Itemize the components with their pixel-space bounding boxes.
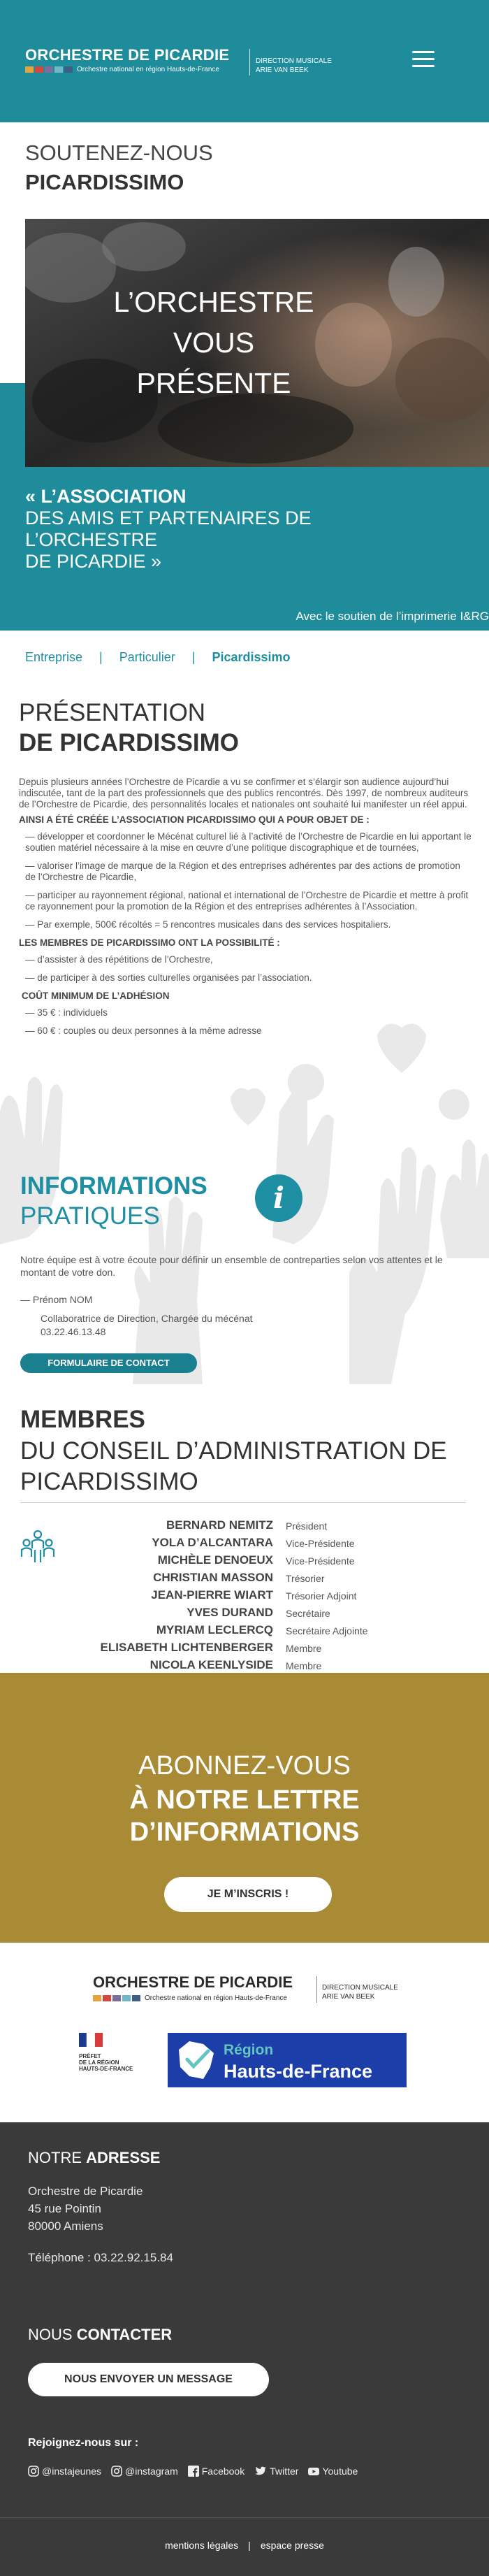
address-line3: 80000 Amiens — [28, 2219, 103, 2233]
member-name: ELISABETH LICHTENBERGER — [100, 1641, 273, 1654]
association-title-line3: DE PICARDIE » — [25, 551, 162, 572]
tab-separator: | — [191, 650, 196, 664]
page-title: PICARDISSIMO — [25, 170, 184, 194]
members-divider — [20, 1502, 466, 1503]
region-line1: Région — [224, 2042, 274, 2058]
address-line2: 45 rue Pointin — [28, 2202, 101, 2215]
social-link-youtube[interactable] — [308, 2466, 358, 2477]
support-tabs — [25, 650, 291, 665]
hero-title — [25, 282, 402, 403]
instagram-icon — [28, 2466, 39, 2477]
logo-divider — [249, 49, 250, 75]
footer-divider — [0, 2517, 489, 2518]
footer-logo-title[interactable]: ORCHESTRE DE PICARDIE — [93, 1973, 293, 1991]
members-title-line2: DU CONSEIL D’ADMINISTRATION DE PICARDISSIMO — [20, 1437, 447, 1495]
prefet-line3: HAUTS-DE-FRANCE — [79, 2066, 133, 2072]
member-role: Secrétaire Adjointe — [286, 1625, 368, 1636]
social-link-instagram[interactable] — [111, 2466, 178, 2477]
contact-role: Collaboratrice de Direction, Chargée du mécénat — [41, 1313, 253, 1324]
association-title-line2: DES AMIS ET PARTENAIRES DE L’ORCHESTRE — [25, 508, 312, 550]
members-possibility-heading: LES MEMBRES DE PICARDISSIMO ONT LA POSSIBILITÉ : — [19, 937, 280, 948]
contact-heading-bold: CONTACTER — [76, 2326, 173, 2343]
contact-form-button[interactable]: FORMULAIRE DE CONTACT — [20, 1353, 197, 1373]
objet-item-3: — participer au rayonnement régional, national et international de l’Orchestre de Picardie et mettre à profit ce rayonnement pour la promotion de la Région et des entreprises adhérentes à l’Association. — [25, 890, 469, 912]
tab-separator: | — [99, 650, 103, 664]
members-title-line1: MEMBRES — [20, 1406, 145, 1433]
contact-phone[interactable]: 03.22.46.13.48 — [41, 1326, 106, 1337]
objet-heading: AINSI A ÉTÉ CRÉÉE L’ASSOCIATION PICARDISSIMO QUI A POUR OBJET DE : — [19, 814, 370, 825]
tab-particulier[interactable]: Particulier — [119, 650, 175, 664]
address-line1: Orchestre de Picardie — [28, 2185, 143, 2198]
info-title-line1: INFORMATIONS — [20, 1172, 207, 1200]
member-name: MYRIAM LECLERCQ — [156, 1623, 273, 1636]
member-role: Membre — [286, 1660, 322, 1671]
footer-logo-tagline: Orchestre national en région Hauts-de-France — [145, 1994, 287, 2002]
address-heading-light: NOTRE — [28, 2149, 82, 2166]
legal-links — [0, 2540, 489, 2551]
member-role: Trésorier Adjoint — [286, 1590, 357, 1602]
social-label: Twitter — [270, 2466, 299, 2477]
member-role: Vice-Présidente — [286, 1538, 355, 1549]
social-heading: Rejoignez-nous sur : — [28, 2437, 139, 2449]
contact-details — [41, 1312, 253, 1339]
hero-image — [25, 219, 489, 467]
newsletter-line3: D’INFORMATIONS — [129, 1818, 360, 1847]
info-icon: i — [255, 1174, 302, 1222]
member-role: Membre — [286, 1643, 322, 1654]
social-link-instajeunes[interactable] — [28, 2466, 101, 2477]
footer-phone[interactable]: Téléphone : 03.22.92.15.84 — [28, 2251, 173, 2264]
footer-logo-subline — [93, 1994, 287, 2002]
subscribe-button[interactable]: JE M’INSCRIS ! — [164, 1877, 332, 1912]
presentation-intro: Depuis plusieurs années l’Orchestre de Picardie a vu se confirmer et s’élargir son audience aujourd’hui indiscutée, tant de la part des professionnels que des publics rencontrés. Dès 1997, de nombreux auditeurs de l’Orchestre de Picardie, des personnalités locales et nationales ont souhaité lui manifester un réel appui. — [19, 777, 469, 810]
facebook-icon — [188, 2466, 199, 2477]
social-link-twitter[interactable] — [254, 2466, 298, 2477]
social-label: @instajeunes — [42, 2466, 102, 2477]
logo-color-bars — [93, 1995, 140, 2001]
logo-color-bars — [25, 66, 73, 73]
press-link[interactable]: espace presse — [260, 2540, 324, 2551]
member-name: YOLA D’ALCANTARA — [152, 1536, 273, 1549]
member-name: YVES DURAND — [187, 1606, 273, 1619]
youtube-icon — [308, 2466, 319, 2477]
social-links — [28, 2466, 358, 2477]
logo-direction — [256, 57, 332, 75]
instagram-icon — [111, 2466, 122, 2477]
logo-tagline: Orchestre national en région Hauts-de-France — [77, 66, 219, 73]
presentation-title-line1: PRÉSENTATION — [19, 699, 206, 726]
member-name: MICHÈLE DENOEUX — [157, 1553, 273, 1567]
cost-item-2: — 60 € : couples ou deux personnes à la même adresse — [25, 1026, 262, 1036]
twitter-icon — [254, 2466, 267, 2477]
association-title-bold: « L’ASSOCIATION — [25, 486, 187, 507]
address-block — [28, 2182, 143, 2235]
sponsor-note: Avec le soutien de l’imprimerie I&RG — [295, 610, 489, 623]
direction-line2: ARIE VAN BEEK — [322, 1993, 375, 2001]
cost-heading: COÛT MINIMUM DE L’ADHÉSION — [22, 991, 170, 1001]
logo-subline — [25, 66, 219, 73]
members-possibility-2: — de participer à des sorties culturelles organisées par l’association. — [25, 972, 312, 983]
social-label: @instagram — [125, 2466, 178, 2477]
objet-item-2: — valoriser l’image de marque de la Région et des entreprises adhérentes par des actions de promotion de l’Orchestre de Picardie, — [25, 861, 460, 882]
hamburger-menu-icon[interactable] — [412, 51, 435, 69]
region-map-icon — [172, 2036, 221, 2085]
contact-name: — Prénom NOM — [20, 1294, 93, 1305]
member-role: Président — [286, 1520, 328, 1532]
region-line2: Hauts-de-France — [224, 2061, 373, 2082]
association-title — [25, 486, 444, 573]
member-role: Trésorier — [286, 1573, 325, 1584]
contact-heading-light: NOUS — [28, 2326, 73, 2343]
member-role: Vice-Présidente — [286, 1555, 355, 1567]
cost-item-1: — 35 € : individuels — [25, 1007, 108, 1018]
site-header — [0, 0, 489, 122]
social-link-facebook[interactable] — [188, 2466, 245, 2477]
hero-line2: VOUS — [173, 326, 255, 359]
member-name: NICOLA KEENLYSIDE — [149, 1658, 273, 1671]
marianne-flag-icon — [79, 2033, 103, 2047]
member-name: CHRISTIAN MASSON — [153, 1571, 273, 1584]
logo-title[interactable]: ORCHESTRE DE PICARDIE — [25, 46, 230, 64]
info-text: Notre équipe est à votre écoute pour définir un ensemble de contreparties selon vos attentes et le montant de votre don. — [20, 1254, 443, 1278]
prefet-logo[interactable] — [79, 2033, 156, 2082]
prefet-line1: PRÉFET — [79, 2053, 101, 2059]
page-kicker: SOUTENEZ-NOUS — [25, 141, 213, 165]
send-message-button[interactable]: NOUS ENVOYER UN MESSAGE — [28, 2363, 269, 2396]
footer-logo-direction — [322, 1983, 398, 2001]
social-label: Youtube — [322, 2466, 358, 2477]
tab-entreprise[interactable]: Entreprise — [25, 650, 83, 664]
hero-line1: L’ORCHESTRE — [113, 286, 314, 318]
info-title-line2: PRATIQUES — [20, 1202, 160, 1230]
prefet-line2: DE LA RÉGION — [79, 2059, 119, 2066]
social-label: Facebook — [201, 2466, 245, 2477]
member-name: BERNARD NEMITZ — [166, 1518, 273, 1532]
members-possibility-1: — d’assister à des répétitions de l’Orchestre, — [25, 954, 213, 965]
direction-line1: DIRECTION MUSICALE — [256, 57, 332, 65]
footer-logo-divider — [316, 1976, 317, 2003]
direction-line1: DIRECTION MUSICALE — [322, 1984, 398, 1992]
address-heading — [28, 2149, 160, 2167]
member-role: Secrétaire — [286, 1608, 330, 1619]
presentation-title-line2: DE PICARDISSIMO — [19, 729, 240, 756]
objet-item-4: — Par exemple, 500€ récoltés = 5 rencontres musicales dans des services hospitaliers. — [25, 919, 391, 930]
presentation-body — [19, 777, 473, 1044]
member-name: JEAN-PIERRE WIART — [151, 1588, 273, 1602]
legal-separator: | — [248, 2540, 251, 2551]
address-heading-bold: ADRESSE — [86, 2149, 161, 2166]
tab-picardissimo[interactable]: Picardissimo — [212, 650, 291, 664]
direction-line2: ARIE VAN BEEK — [256, 66, 309, 74]
contact-heading — [28, 2326, 172, 2344]
legal-notice-link[interactable]: mentions légales — [165, 2540, 239, 2551]
objet-item-1: — développer et coordonner le Mécénat culturel lié à l’activité de l’Orchestre de Picardie en lui apportant le soutien matériel nécessaire à la mise en œuvre d’une politique discographique et de tournées, — [25, 831, 472, 853]
newsletter-line2: À NOTRE LETTRE — [129, 1785, 360, 1815]
newsletter-title — [0, 1784, 489, 1848]
hero-line3: PRÉSENTE — [136, 367, 291, 399]
region-logo[interactable] — [168, 2033, 407, 2087]
newsletter-line1: ABONNEZ-VOUS — [138, 1751, 351, 1780]
